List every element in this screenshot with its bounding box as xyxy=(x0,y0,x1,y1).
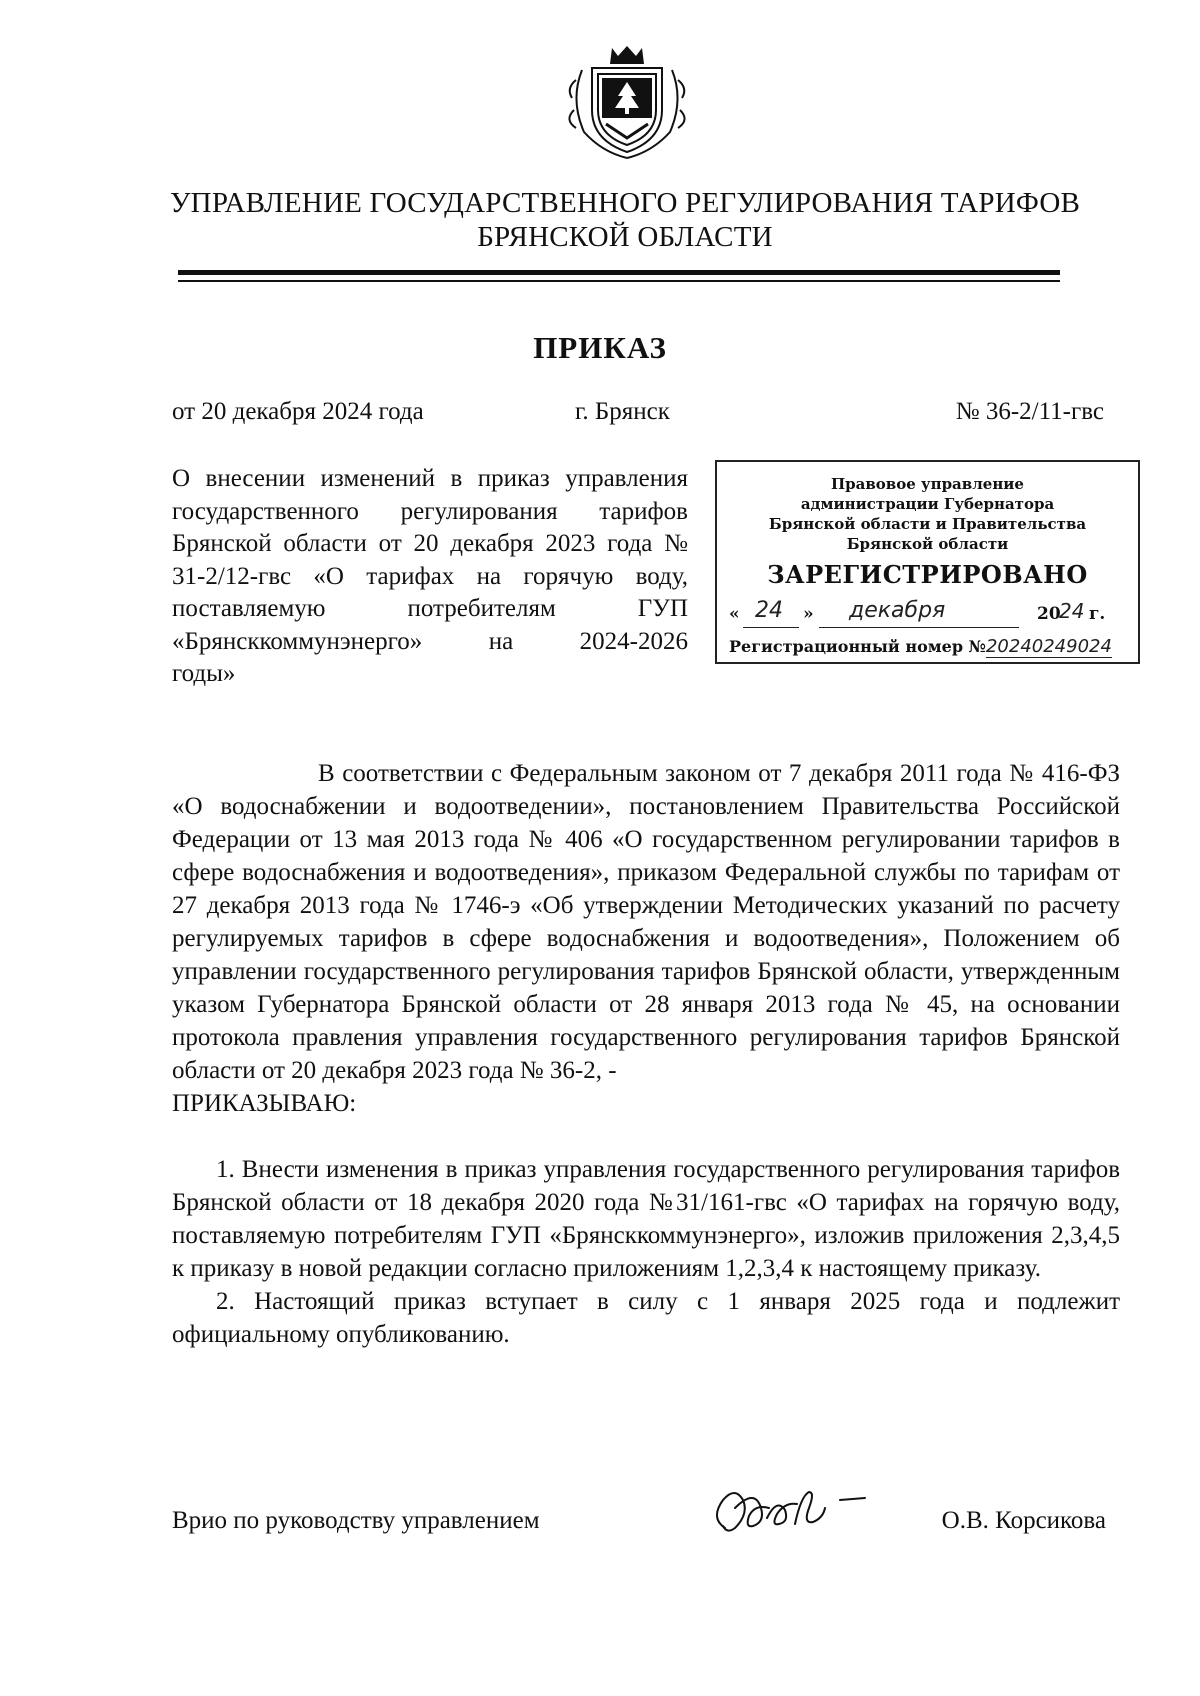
stamp-org-line3: Брянской области и Правительства xyxy=(768,515,1087,533)
stamp-quote-open: « xyxy=(729,604,740,624)
stamp-registration-number: 20240249024 xyxy=(985,636,1112,657)
stamp-organization xyxy=(717,474,1138,554)
document-date: от 20 декабря 2024 года xyxy=(172,398,424,425)
stamp-date-row xyxy=(729,598,1126,630)
signatory-name: О.В. Корсикова xyxy=(941,1507,1106,1534)
stamp-day: 24 xyxy=(755,598,783,623)
document-subject-last-line: годы» xyxy=(172,660,236,687)
stamp-year-mark: г. xyxy=(1089,604,1106,624)
stamp-quote-close: » xyxy=(803,604,814,624)
coat-of-arms-icon xyxy=(562,40,692,162)
document-subject-text: О внесении изменений в приказ управления государственного регулирования тарифов Брянской области от 20 декабря 2023 года № 31-2/12-гвс «О тарифах на горячую воду, поставляемую потребителям ГУП «Брянсккоммунэнерго» на 2024-2026 xyxy=(172,465,688,655)
registration-stamp xyxy=(715,460,1140,664)
header-divider-thick xyxy=(178,270,1060,275)
body-items xyxy=(172,1153,1120,1351)
document-subject xyxy=(172,463,688,691)
stamp-org-line1: Правовое управление xyxy=(831,475,1024,493)
organization-title-line1: УПРАВЛЕНИЕ ГОСУДАРСТВЕННОГО РЕГУЛИРОВАНИЯ ТАРИФОВ xyxy=(169,187,1081,219)
document-type: ПРИКАЗ xyxy=(533,330,667,365)
document-city: г. Брянск xyxy=(575,398,670,425)
stamp-year-prefix: 20 xyxy=(1037,604,1061,624)
document-number: № 36-2/11-гвс xyxy=(955,398,1104,425)
stamp-registration-label: Регистрационный номер № xyxy=(729,637,986,656)
body-item-1: 1. Внести изменения в приказ управления государственного регулирования тарифов Брянской области от 18 декабря 2020 года №31/161-гвс «О тарифах на горячую воду, поставляемую потребителям ГУП «Брянсккоммунэнерго», изложив приложения 2,3,4,5 к приказу в новой редакции согласно приложениям 1,2,3,4 к настоящему приказу. xyxy=(172,1156,1120,1282)
stamp-month: декабря xyxy=(849,598,946,623)
header-divider-thin xyxy=(178,280,1060,282)
body-item-2: 2. Настоящий приказ вступает в силу с 1 января 2025 года и подлежит официальному опубликованию. xyxy=(172,1288,1120,1348)
stamp-org-line4: Брянской области xyxy=(846,535,1009,553)
signatory-position: Врио по руководству управлением xyxy=(172,1507,540,1534)
document-body xyxy=(172,757,1120,1351)
stamp-day-line xyxy=(743,627,799,628)
body-preamble: В соответствии с Федеральным законом от 7 декабря 2011 года № 416-ФЗ «О водоснабжении и водоотведении», постановлением Правительства Российской Федерации от 13 мая 2013 года № 406 «О государственном регулировании тарифов в сфере водоснабжения и водоотведения», приказом Федеральной службы по тарифам от 27 декабря 2013 года № 1746-э «Об утверждении Методических указаний по расчету регулируемых тарифов в сфере водоснабжения и водоотведения», Положением об управлении государственного регулирования тарифов Брянской области, утвержденным указом Губернатора Брянской области от 28 января 2013 года № 45, на основании протокола правления управления государственного регулирования тарифов Брянской области от 20 декабря 2023 года № 36-2, - xyxy=(172,760,1120,1084)
stamp-year-suffix: 24 xyxy=(1059,599,1085,623)
organization-title xyxy=(150,186,1100,254)
stamp-registration-row xyxy=(729,636,1132,657)
organization-title-line2: БРЯНСКОЙ ОБЛАСТИ xyxy=(477,221,773,253)
handwritten-signature-icon xyxy=(705,1478,875,1548)
stamp-title: ЗАРЕГИСТРИРОВАНО xyxy=(767,560,1088,589)
stamp-org-line2: администрации Губернатора xyxy=(800,495,1055,513)
stamp-month-line xyxy=(819,627,1019,628)
body-order-word: ПРИКАЗЫВАЮ: xyxy=(172,1090,357,1117)
